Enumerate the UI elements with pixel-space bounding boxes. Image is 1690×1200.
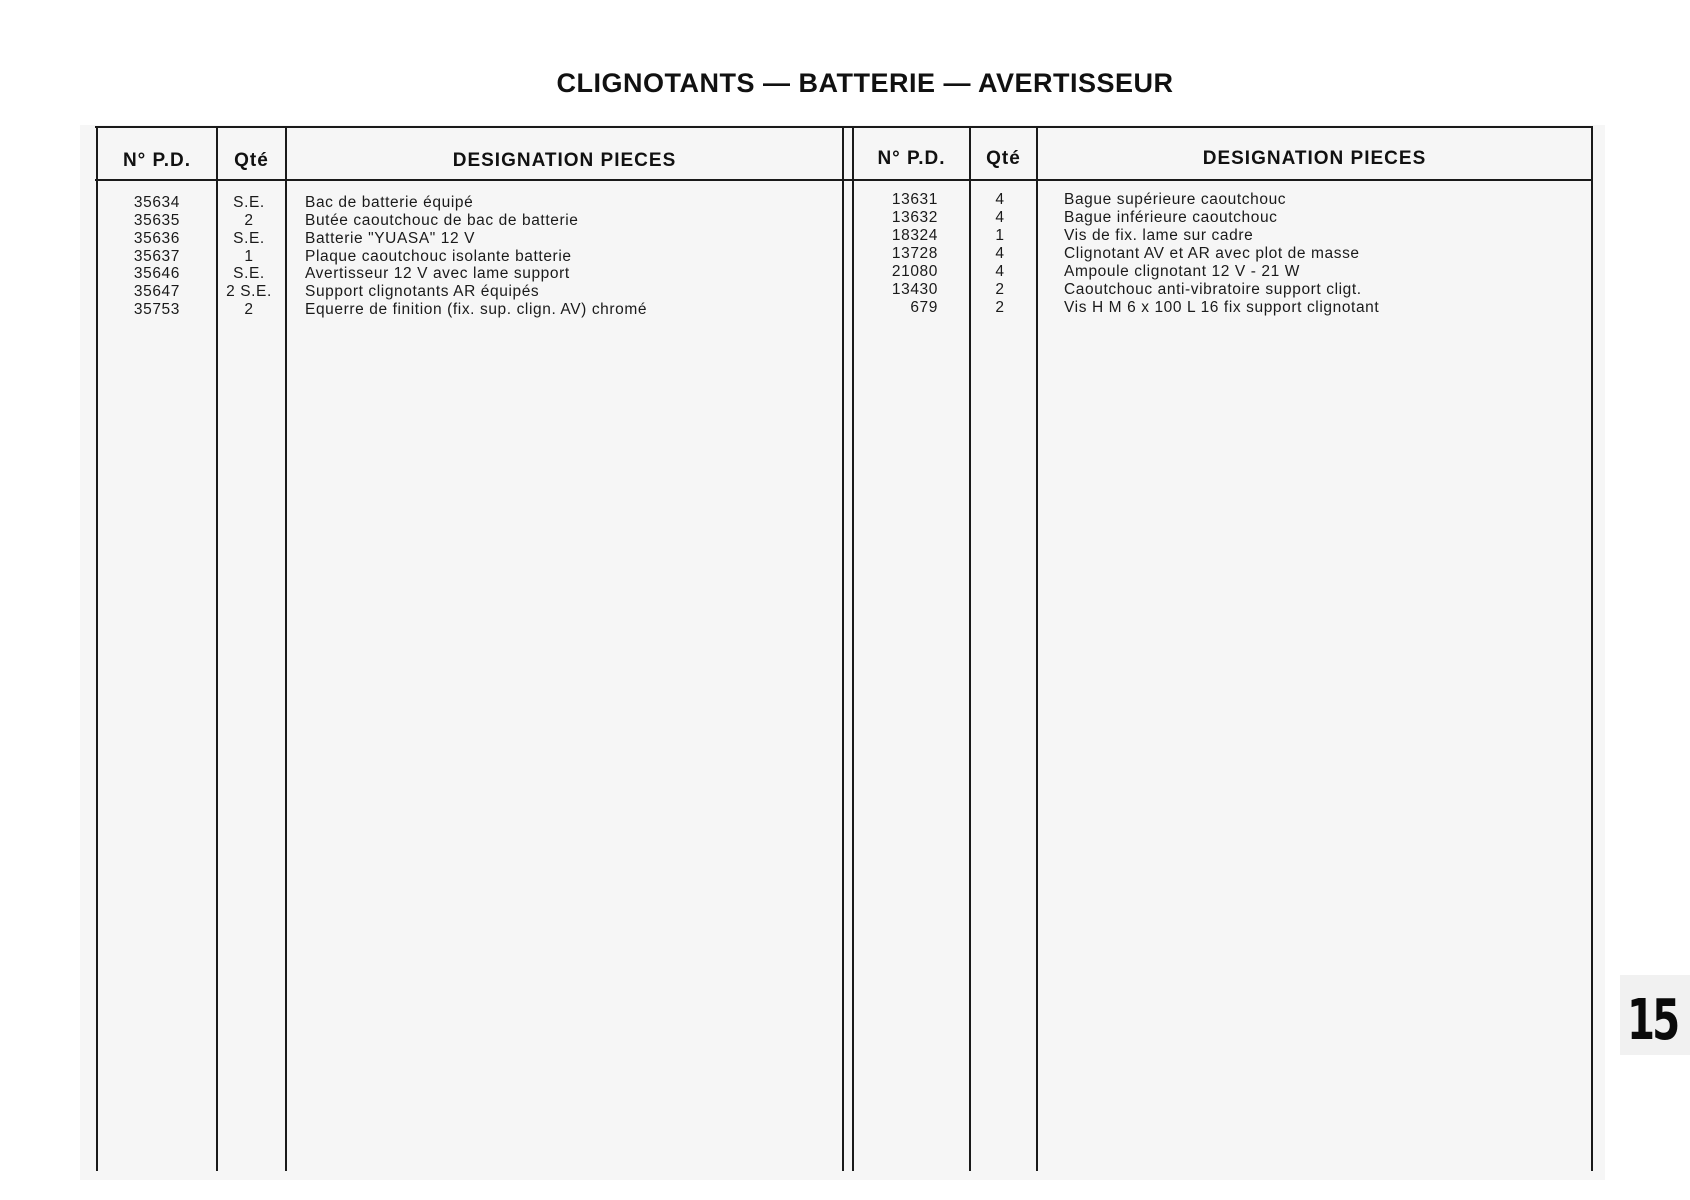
left-row-qty: 2	[244, 212, 254, 229]
header-qty-left: Qté	[234, 150, 269, 171]
left-row-designation: Support clignotants AR équipés	[305, 283, 540, 300]
right-row-qty: 4	[995, 209, 1005, 226]
right-row-num: 13632	[891, 209, 938, 226]
right-row-num: 13430	[891, 281, 938, 298]
right-row-qty: 1	[995, 227, 1005, 244]
header-designation-right: DESIGNATION PIECES	[1202, 148, 1427, 169]
right-row-designation: Clignotant AV et AR avec plot de masse	[1064, 245, 1360, 262]
header-designation-left: DESIGNATION PIECES	[452, 150, 677, 171]
left-row-designation: Equerre de finition (fix. sup. clign. AV) chromé	[305, 301, 648, 318]
right-row-designation: Bague supérieure caoutchouc	[1064, 191, 1287, 208]
right-row-num: 18324	[891, 227, 938, 244]
left-row-qty: 2	[244, 301, 254, 318]
column-divider	[1036, 126, 1038, 1171]
right-row-qty: 2	[995, 281, 1005, 298]
left-row-num: 35646	[133, 265, 180, 282]
left-row-qty: S.E.	[233, 265, 265, 282]
left-row-designation: Batterie "YUASA" 12 V	[305, 230, 476, 247]
right-row-num: 21080	[891, 263, 938, 280]
right-row-num: 13728	[891, 245, 938, 262]
right-row-designation: Bague inférieure caoutchouc	[1064, 209, 1278, 226]
right-row-qty: 4	[995, 263, 1005, 280]
left-row-qty: S.E.	[233, 194, 265, 211]
right-row-qty: 4	[995, 245, 1005, 262]
right-row-designation: Ampoule clignotant 12 V - 21 W	[1064, 263, 1300, 280]
right-row-qty: 2	[995, 299, 1005, 316]
center-double-divider	[852, 126, 854, 1171]
left-row-designation: Avertisseur 12 V avec lame support	[305, 265, 570, 282]
header-num-right: N° P.D.	[877, 148, 946, 169]
right-row-num: 679	[910, 299, 938, 316]
left-row-qty: 2 S.E.	[226, 283, 272, 300]
left-row-num: 35637	[133, 248, 180, 265]
left-row-designation: Plaque caoutchouc isolante batterie	[305, 248, 572, 265]
right-row-designation: Caoutchouc anti-vibratoire support cligt.	[1064, 281, 1362, 298]
left-row-num: 35635	[133, 212, 180, 229]
left-row-qty: 1	[244, 248, 254, 265]
right-row-qty: 4	[995, 191, 1005, 208]
column-divider	[285, 126, 287, 1171]
right-row-num: 13631	[891, 191, 938, 208]
right-row-designation: Vis de fix. lame sur cadre	[1064, 227, 1254, 244]
table-right-border	[1591, 126, 1593, 1171]
center-double-divider	[842, 126, 844, 1171]
left-row-designation: Butée caoutchouc de bac de batterie	[305, 212, 579, 229]
left-row-num: 35634	[133, 194, 180, 211]
page-tab-number: 15	[1627, 988, 1678, 1053]
left-row-qty: S.E.	[233, 230, 265, 247]
left-row-designation: Bac de batterie équipé	[305, 194, 474, 211]
header-num-left: N° P.D.	[122, 150, 192, 171]
left-row-num: 35753	[133, 301, 180, 318]
table-left-border	[96, 126, 98, 1171]
table-header-divider	[95, 179, 1593, 181]
left-row-num: 35647	[133, 283, 180, 300]
left-row-num: 35636	[133, 230, 180, 247]
header-qty-right: Qté	[986, 148, 1021, 169]
right-row-designation: Vis H M 6 x 100 L 16 fix support clignotant	[1064, 299, 1380, 316]
page-title: CLIGNOTANTS — BATTERIE — AVERTISSEUR	[556, 68, 1174, 98]
table-top-border	[95, 126, 1593, 128]
